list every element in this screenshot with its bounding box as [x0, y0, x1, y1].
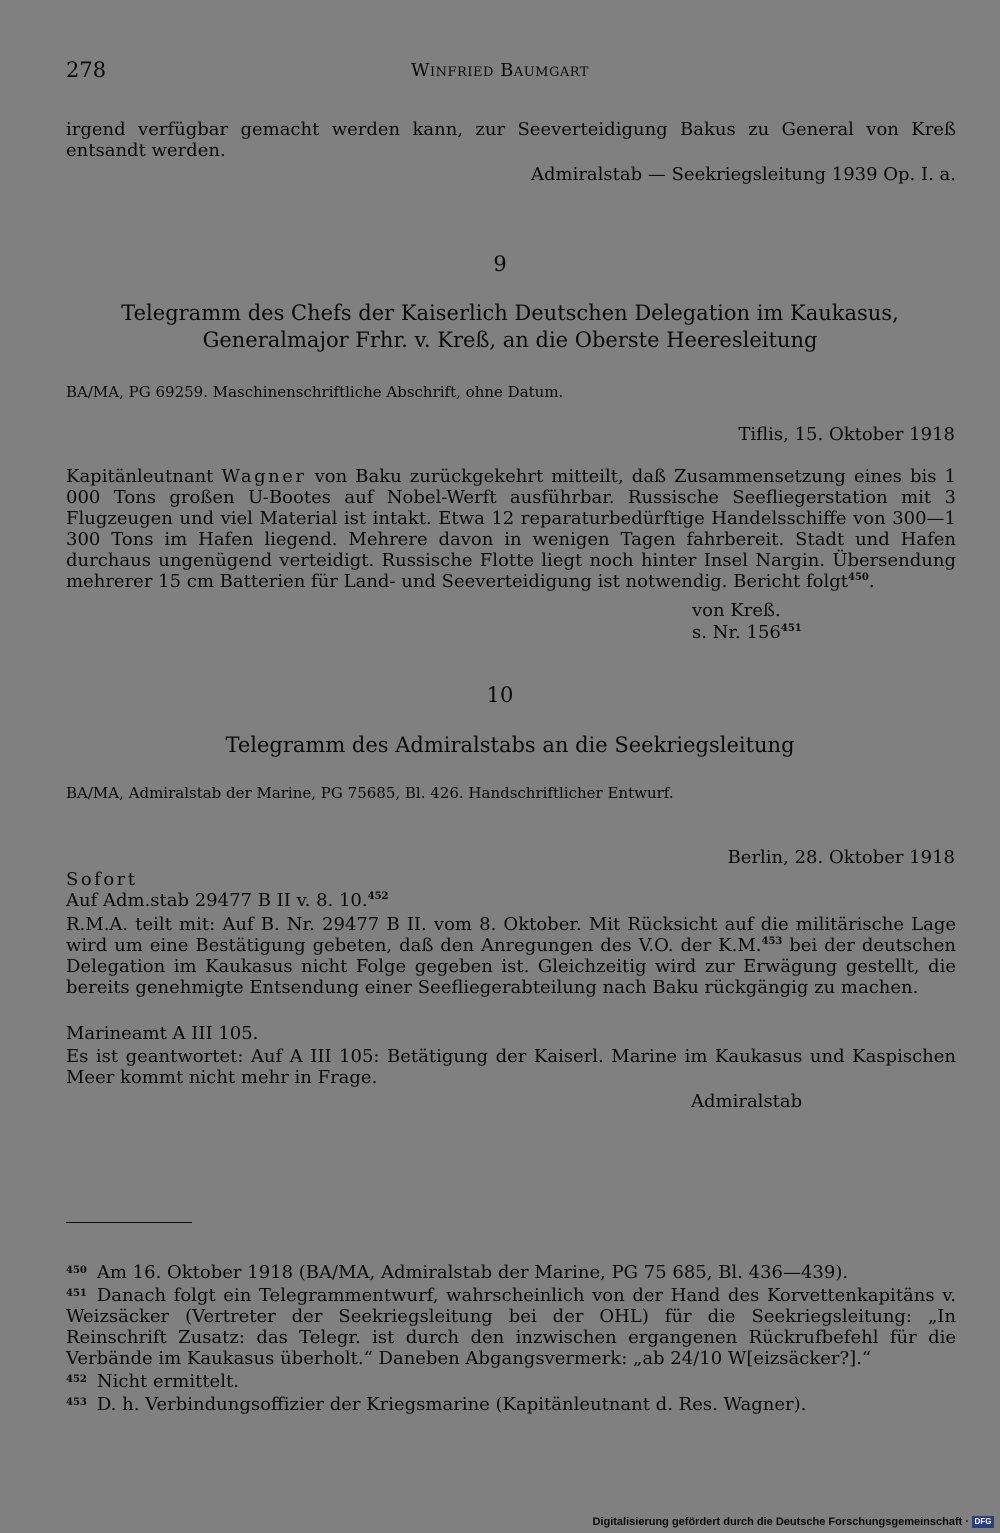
doc-10-title: Telegramm des Admiralstabs an die Seekriegsleitung	[225, 733, 795, 757]
footnote-453	[66, 1392, 956, 1415]
footnote-ref-451[interactable]: 451	[780, 623, 802, 634]
doc-9-number: 9	[493, 252, 507, 276]
footnote-text: D. h. Verbindungsoffizier der Kriegsmarine (Kapitänleutnant d. Res. Wagner).	[96, 1394, 807, 1415]
doc-9-body-name: Wagner	[221, 466, 307, 487]
running-header-author: Winfried Baumgart	[411, 60, 589, 81]
footnote-ref-450[interactable]: 450	[848, 572, 869, 583]
footnote-text: Am 16. Oktober 1918 (BA/MA, Admiralstab der Marine, PG 75 685, Bl. 436—439).	[96, 1262, 849, 1283]
footnote-number: 451	[66, 1288, 87, 1299]
doc-10-number: 10	[486, 683, 514, 707]
doc-9-body-main: von Baku zurückgekehrt mitteilt, daß Zusammensetzung eines bis 1 000 Tons großen U-Bootes auf Nobel-Werft ausführbar. Russische Seefliegerstation mit 3 Flugzeugen und viel Material ist intakt. Etwa 12 reparaturbedürftige Handelsschiffe von 300—1 300 Tons im Hafen liegend. Mehrere davon in wenigen Tagen fahrbereit. Stadt und Hafen durchaus ungenügend verteidigt. Russische Flotte liegt noch hinter Insel Nargin. Übersendung mehrerer 15 cm Batterien für Land- und Seeverteidigung ist notwendig. Bericht folgt	[66, 466, 956, 592]
doc-9-see-reference-text: s. Nr. 156	[692, 622, 781, 643]
doc-9-see-reference	[692, 622, 802, 643]
doc-9-title: Telegramm des Chefs der Kaiserlich Deutschen Delegation im Kaukasus, Generalmajor Frhr. v. Kreß, an die Oberste Heeresleitung	[121, 301, 899, 352]
doc-10-paragraph-end: bei der deutschen Delegation im Kaukasus nicht Folge gegeben ist. Gleichzeitig wird zur Erwägung gestellt, die bereits genehmigte Entsendung einer Seefliegerabteilung nach Baku rückgängig zu machen.	[66, 935, 956, 998]
footnote-number: 453	[66, 1397, 87, 1408]
doc-10-paragraph	[66, 914, 956, 998]
doc-10-signature: Admiralstab	[691, 1091, 803, 1112]
doc-9-signature: von Kreß.	[692, 600, 781, 621]
footnote-451	[66, 1283, 956, 1369]
page-number: 278	[66, 58, 107, 82]
funding-credit-text: Digitalisierung gefördert durch die Deutsche Forschungsgemeinschaft ·	[592, 1516, 969, 1528]
continuation-text: irgend verfügbar gemacht werden kann, zur Seeverteidigung Bakus zu General von Kreß entsandt werden.	[66, 119, 956, 161]
funding-credit	[592, 1516, 994, 1528]
doc-10-reference-line	[66, 890, 956, 911]
footnotes	[66, 1260, 956, 1415]
doc-10-source: BA/MA, Admiralstab der Marine, PG 75685, Bl. 426. Handschriftlicher Entwurf.	[66, 784, 674, 802]
dfg-logo-icon: DFG	[972, 1516, 994, 1528]
continuation-source: Admiralstab — Seekriegsleitung 1939 Op. I. a.	[530, 164, 956, 185]
footnote-divider	[66, 1222, 192, 1223]
doc-10-sofort-label: Sofort	[66, 869, 138, 890]
footnote-text: Danach folgt ein Telegrammentwurf, wahrscheinlich von der Hand des Korvettenkapitäns v. Weizsäcker (Vertreter der Seekriegsleitung bei der OHL) für die Seekriegsleitung: „In Reinschrift Zusatz: das Telegr. ist durch den inzwischen ergangenen Rückrufbefehl für die Verbände im Kaukasus überholt.“ Daneben Abgangsvermerk: „ab 24/10 W[eizsäcker?].“	[66, 1285, 956, 1369]
doc-9-body-end: .	[868, 571, 875, 592]
doc-9-source: BA/MA, PG 69259. Maschinenschriftliche Abschrift, ohne Datum.	[66, 383, 564, 401]
footnote-452	[66, 1369, 956, 1392]
doc-10-answer: Es ist geantwortet: Auf A III 105: Betätigung der Kaiserl. Marine im Kaukasus und Kaspischen Meer kommt nicht mehr in Frage.	[66, 1046, 956, 1088]
doc-10-reference-text: Auf Adm.stab 29477 B II v. 8. 10.	[66, 890, 368, 911]
doc-10-sofort	[66, 869, 956, 890]
doc-9-body-start: Kapitänleutnant	[66, 466, 214, 487]
footnote-number: 450	[66, 1265, 87, 1276]
doc-9-place-date: Tiflis, 15. Oktober 1918	[738, 424, 955, 445]
footnote-450	[66, 1260, 956, 1283]
doc-10-paragraph-start: R.M.A. teilt mit: Auf B. Nr. 29477 B II. vom 8. Oktober. Mit Rücksicht auf die militärische Lage wird um eine Bestätigung gebeten, daß den Anregungen des V.O. der K.M.	[66, 914, 956, 956]
doc-9-body	[66, 466, 956, 592]
doc-10-marineamt: Marineamt A III 105.	[66, 1023, 259, 1044]
footnote-text: Nicht ermittelt.	[96, 1371, 239, 1392]
footnote-number: 452	[66, 1374, 87, 1385]
footnote-ref-452[interactable]: 452	[367, 891, 389, 902]
footnote-ref-453[interactable]: 453	[761, 936, 783, 947]
doc-10-place-date: Berlin, 28. Oktober 1918	[727, 847, 955, 868]
